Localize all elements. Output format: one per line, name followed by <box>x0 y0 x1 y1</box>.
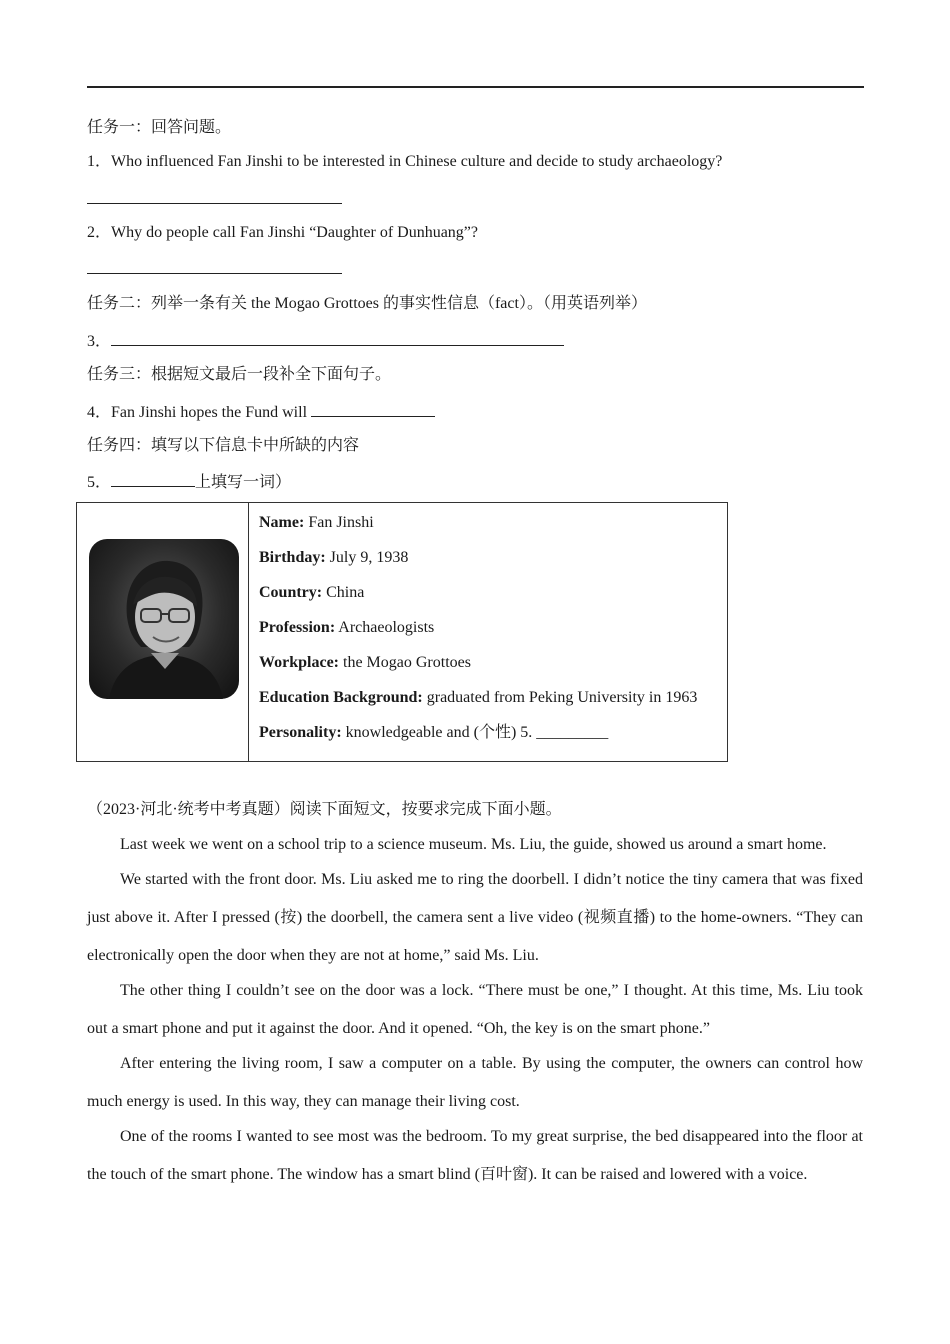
portrait-photo <box>89 539 239 699</box>
card-row-country: Country: China <box>259 584 365 601</box>
question-4 <box>87 400 435 423</box>
header-rule <box>87 86 864 88</box>
task1-heading: 任务一：回答问题。 <box>87 119 232 136</box>
task3-heading: 任务三：根据短文最后一段补全下面句子。 <box>87 366 392 383</box>
passage-paragraph-3: The other thing I couldn’t see on the door was a lock. “There must be one,” I thought. At this time, Ms. Liu took out a smart phone and put it against the door. And it opened. “Oh, the key is on the smart phone.” <box>87 982 863 1037</box>
question-3-number: 3． <box>87 333 112 350</box>
question-4-text: 4．Fan Jinshi hopes the Fund will <box>87 404 308 421</box>
card-row-name: Name: Fan Jinshi <box>259 514 374 531</box>
question-5 <box>87 470 291 493</box>
answer-blank-5[interactable] <box>111 470 195 487</box>
answer-line-1[interactable] <box>87 203 342 204</box>
question-3 <box>87 329 564 352</box>
passage-intro: （2023·河北·统考中考真题）阅读下面短文，按要求完成下面小题。 <box>87 801 562 818</box>
question-1: 1．Who influenced Fan Jinshi to be interested in Chinese culture and decide to study archaeology? <box>87 153 723 170</box>
answer-blank-4[interactable] <box>311 400 435 417</box>
passage-paragraph-4: After entering the living room, I saw a computer on a table. By using the computer, the owners can control how much energy is used. In this way, they can manage their living cost. <box>87 1055 863 1110</box>
task4-heading: 任务四：填写以下信息卡中所缺的内容 <box>87 437 360 454</box>
card-row-profession: Profession: Archaeologists <box>259 619 435 636</box>
task2-heading: 任务二：列举一条有关 the Mogao Grottoes 的事实性信息（fact）。（用英语列举） <box>87 295 647 312</box>
passage-paragraph-1: Last week we went on a school trip to a science museum. Ms. Liu, the guide, showed us around a smart home. <box>120 836 827 853</box>
portrait-figure <box>89 539 239 699</box>
card-row-education: Education Background: graduated from Peking University in 1963 <box>259 689 698 706</box>
answer-line-2[interactable] <box>87 273 342 274</box>
answer-blank-3[interactable] <box>111 329 564 346</box>
question-2: 2．Why do people call Fan Jinshi “Daughter of Dunhuang”? <box>87 224 479 241</box>
card-row-personality: Personality: knowledgeable and (个性) 5. _________ <box>259 724 609 741</box>
card-row-workplace: Workplace: the Mogao Grottoes <box>259 654 471 671</box>
photo-cell <box>77 503 249 761</box>
passage-paragraph-5: One of the rooms I wanted to see most was the bedroom. To my great surprise, the bed disappeared into the floor at the touch of the smart phone. The window has a smart blind (百叶窗). It can be raised and lowered with a voice. <box>87 1128 863 1183</box>
question-5-number: 5． <box>87 474 112 491</box>
card-row-birthday: Birthday: July 9, 1938 <box>259 549 409 566</box>
question-5-suffix: 上填写一词） <box>195 474 292 491</box>
passage-paragraph-2: We started with the front door. Ms. Liu asked me to ring the doorbell. I didn’t notice the tiny camera that was fixed just above it. After I pressed (按) the doorbell, the camera sent a live video (视频直播) to the home-owners. “They can electronically open the door when they are not at home,” said Ms. Liu. <box>87 871 863 964</box>
info-card <box>76 502 728 762</box>
